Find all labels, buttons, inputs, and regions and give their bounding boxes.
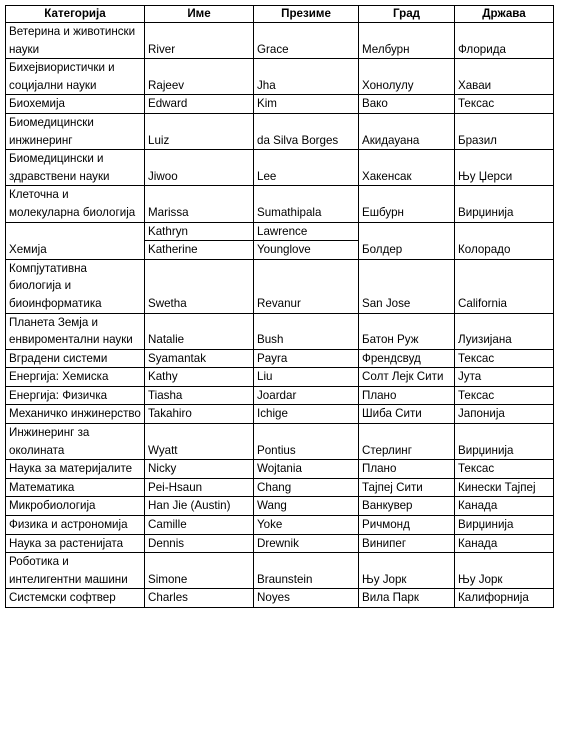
- city-cell: Њу Јорк: [359, 553, 455, 589]
- last-name-cell: Lawrence: [254, 222, 359, 241]
- city-cell: Плано: [359, 460, 455, 479]
- city-cell: San Jose: [359, 259, 455, 313]
- category-cell: Микробиологија: [6, 497, 145, 516]
- category-cell: Биохемија: [6, 95, 145, 114]
- category-cell: Клеточна и молекуларна биологија: [6, 186, 145, 222]
- table-row: [6, 589, 554, 608]
- last-name-cell: Grace: [254, 23, 359, 59]
- city-cell: Стерлинг: [359, 424, 455, 460]
- city-cell: Ричмонд: [359, 516, 455, 535]
- category-cell: Системски софтвер: [6, 589, 145, 608]
- last-name-cell: Wang: [254, 497, 359, 516]
- category-cell: Бихејвиористички и социјални науки: [6, 59, 145, 95]
- last-name-cell: Jha: [254, 59, 359, 95]
- table-row: [6, 460, 554, 479]
- state-cell: Њу Џерси: [455, 150, 554, 186]
- category-cell: Планета Земја и енвироментални науки: [6, 313, 145, 349]
- first-name-cell: Syamantak: [145, 349, 254, 368]
- header-category: Категорија: [6, 6, 145, 23]
- category-cell: Биомедицински инжинеринг: [6, 113, 145, 149]
- last-name-cell: Wojtania: [254, 460, 359, 479]
- category-cell: Енергија: Физичка: [6, 386, 145, 405]
- state-cell: Тексас: [455, 95, 554, 114]
- category-cell: Механичко инжинерство: [6, 405, 145, 424]
- state-cell: Калифорнија: [455, 589, 554, 608]
- table-row: [6, 186, 554, 222]
- category-cell: Наука за растенијата: [6, 534, 145, 553]
- table-row: [6, 23, 554, 59]
- last-name-cell: Pontius: [254, 424, 359, 460]
- category-cell: Роботика и интелигентни машини: [6, 553, 145, 589]
- city-cell: Хонолулу: [359, 59, 455, 95]
- state-cell: Канада: [455, 497, 554, 516]
- state-cell: Јапонија: [455, 405, 554, 424]
- city-cell: Солт Лејк Сити: [359, 368, 455, 387]
- last-name-cell: Younglove: [254, 241, 359, 260]
- header-last-name: Презиме: [254, 6, 359, 23]
- first-name-cell: Edward: [145, 95, 254, 114]
- table-row: [6, 368, 554, 387]
- last-name-cell: da Silva Borges: [254, 113, 359, 149]
- city-cell: Тајпеј Сити: [359, 478, 455, 497]
- last-name-cell: Liu: [254, 368, 359, 387]
- first-name-cell: Takahiro: [145, 405, 254, 424]
- table-row: [6, 313, 554, 349]
- first-name-cell: Swetha: [145, 259, 254, 313]
- first-name-cell: Katherine: [145, 241, 254, 260]
- first-name-cell: Natalie: [145, 313, 254, 349]
- state-cell: Вирџинија: [455, 516, 554, 535]
- table-row: [6, 405, 554, 424]
- first-name-cell: Tiasha: [145, 386, 254, 405]
- state-cell: Вирџинија: [455, 186, 554, 222]
- state-cell: Бразил: [455, 113, 554, 149]
- city-cell: Батон Руж: [359, 313, 455, 349]
- first-name-cell: Kathryn: [145, 222, 254, 241]
- state-cell: Вирџинија: [455, 424, 554, 460]
- last-name-cell: Ichige: [254, 405, 359, 424]
- table-row: [6, 259, 554, 313]
- last-name-cell: Noyes: [254, 589, 359, 608]
- city-cell: Вако: [359, 95, 455, 114]
- last-name-cell: Drewnik: [254, 534, 359, 553]
- header-first-name: Име: [145, 6, 254, 23]
- first-name-cell: Nicky: [145, 460, 254, 479]
- last-name-cell: Bush: [254, 313, 359, 349]
- table-row: [6, 424, 554, 460]
- last-name-cell: Lee: [254, 150, 359, 186]
- first-name-cell: Rajeev: [145, 59, 254, 95]
- first-name-cell: Charles: [145, 589, 254, 608]
- city-cell: Плано: [359, 386, 455, 405]
- state-cell: Канада: [455, 534, 554, 553]
- first-name-cell: Pei-Hsaun: [145, 478, 254, 497]
- table-row: [6, 349, 554, 368]
- category-cell: Физика и астрономија: [6, 516, 145, 535]
- city-cell: Вила Парк: [359, 589, 455, 608]
- city-cell: Болдер: [359, 222, 455, 259]
- state-cell: Тексас: [455, 349, 554, 368]
- winners-table: [5, 5, 554, 608]
- table-row: [6, 222, 554, 241]
- category-cell: Биомедицински и здравствени науки: [6, 150, 145, 186]
- city-cell: Ванкувер: [359, 497, 455, 516]
- state-cell: Луизијана: [455, 313, 554, 349]
- header-row: [6, 6, 554, 23]
- table-row: [6, 553, 554, 589]
- header-city: Град: [359, 6, 455, 23]
- city-cell: Акидауана: [359, 113, 455, 149]
- table-row: [6, 534, 554, 553]
- table-row: [6, 386, 554, 405]
- category-cell: Наука за материјалите: [6, 460, 145, 479]
- city-cell: Винипег: [359, 534, 455, 553]
- state-cell: California: [455, 259, 554, 313]
- table-row: [6, 113, 554, 149]
- table-row: [6, 150, 554, 186]
- first-name-cell: River: [145, 23, 254, 59]
- last-name-cell: Kim: [254, 95, 359, 114]
- state-cell: Тексас: [455, 460, 554, 479]
- last-name-cell: Chang: [254, 478, 359, 497]
- state-cell: Колорадо: [455, 222, 554, 259]
- header-state: Држава: [455, 6, 554, 23]
- category-cell: Вградени системи: [6, 349, 145, 368]
- state-cell: Кинески Тајпеј: [455, 478, 554, 497]
- table-row: [6, 497, 554, 516]
- last-name-cell: Sumathipala: [254, 186, 359, 222]
- table-row: [6, 95, 554, 114]
- category-cell: Математика: [6, 478, 145, 497]
- table-row: [6, 516, 554, 535]
- table-row: [6, 59, 554, 95]
- state-cell: Њу Јорк: [455, 553, 554, 589]
- category-cell: Инжинеринг за околината: [6, 424, 145, 460]
- category-cell: Енергија: Хемиска: [6, 368, 145, 387]
- first-name-cell: Han Jie (Austin): [145, 497, 254, 516]
- first-name-cell: Jiwoo: [145, 150, 254, 186]
- first-name-cell: Camille: [145, 516, 254, 535]
- city-cell: Хакенсак: [359, 150, 455, 186]
- first-name-cell: Kathy: [145, 368, 254, 387]
- city-cell: Френдсвуд: [359, 349, 455, 368]
- last-name-cell: Revanur: [254, 259, 359, 313]
- last-name-cell: Yoke: [254, 516, 359, 535]
- city-cell: Шиба Сити: [359, 405, 455, 424]
- state-cell: Тексас: [455, 386, 554, 405]
- first-name-cell: Luiz: [145, 113, 254, 149]
- city-cell: Мелбурн: [359, 23, 455, 59]
- table-row: [6, 478, 554, 497]
- first-name-cell: Wyatt: [145, 424, 254, 460]
- category-cell: Компјутативна биологија и биоинформатика: [6, 259, 145, 313]
- state-cell: Јута: [455, 368, 554, 387]
- first-name-cell: Simone: [145, 553, 254, 589]
- last-name-cell: Braunstein: [254, 553, 359, 589]
- category-cell: Ветерина и животински науки: [6, 23, 145, 59]
- last-name-cell: Joardar: [254, 386, 359, 405]
- state-cell: Флорида: [455, 23, 554, 59]
- category-cell: Хемија: [6, 222, 145, 259]
- first-name-cell: Marissa: [145, 186, 254, 222]
- city-cell: Ешбурн: [359, 186, 455, 222]
- last-name-cell: Payra: [254, 349, 359, 368]
- state-cell: Хаваи: [455, 59, 554, 95]
- first-name-cell: Dennis: [145, 534, 254, 553]
